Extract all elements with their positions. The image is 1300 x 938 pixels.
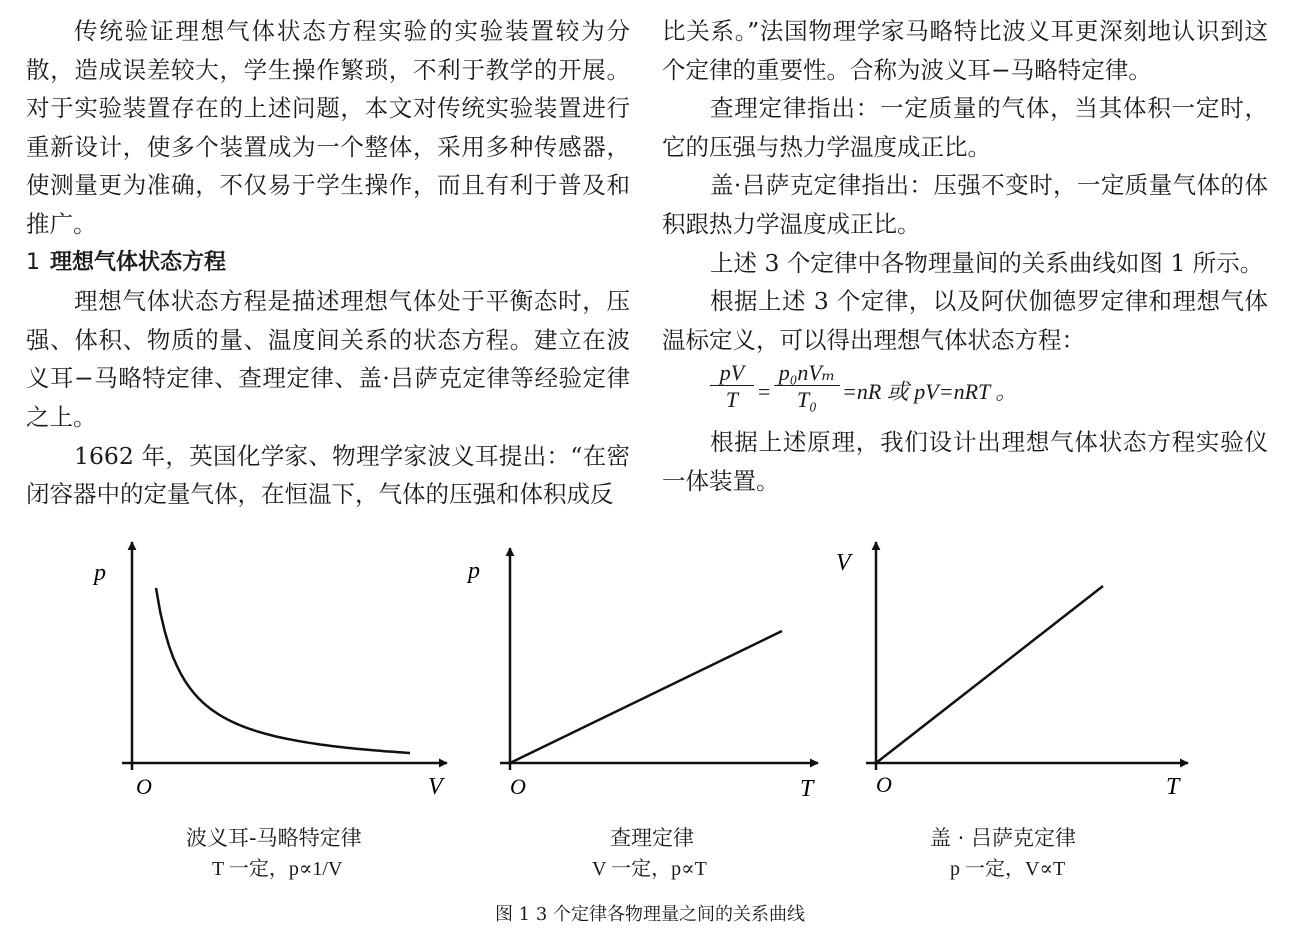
equation-rest: =nR 或 pV=nRT 。	[842, 379, 1018, 405]
equation-lhs-numerator: pV	[710, 361, 754, 386]
section-heading	[26, 244, 630, 283]
paragraph-gay-lussac: 盖·吕萨克定律指出：压强不变时，一定质量气体的体积跟热力学温度成正比。	[662, 171, 1268, 238]
chart-gay-lussac-title: 盖 · 吕萨克定律	[930, 826, 1077, 850]
paragraph-boyle-cont: 比关系。”法国物理学家马略特比波义耳更深刻地认识到这个定律的重要性。合称为波义耳−马略特定律。	[662, 17, 1268, 84]
left-column	[26, 12, 630, 514]
chart-charles-line	[510, 631, 782, 763]
chart-charles-title: 查理定律	[610, 826, 694, 850]
section-number: 1	[26, 249, 40, 275]
chart-charles-origin: O	[510, 774, 526, 799]
paragraph-figure-ref: 上述 3 个定律中各物理量间的关系曲线如图 1 所示。	[710, 248, 1264, 277]
chart-charles-y-label: p	[468, 558, 480, 584]
paragraph-derivation: 根据上述 3 个定律，以及阿伏伽德罗定律和理想气体温标定义，可以得出理想气体状态方程：	[662, 287, 1268, 354]
chart-gay-lussac-x-label: T	[1166, 774, 1180, 800]
figure-charts	[0, 530, 1300, 830]
right-column	[662, 12, 1268, 501]
equation-mid-denominator: T₀	[797, 387, 817, 413]
equation-mid-numerator: p₀nVₘ	[774, 361, 840, 386]
equation-fraction-lhs	[710, 361, 754, 412]
chart-gay-lussac-line	[876, 586, 1103, 763]
paragraph-design: 根据上述原理，我们设计出理想气体状态方程实验仪一体装置。	[662, 428, 1268, 495]
chart-charles	[466, 548, 818, 802]
state-equation	[710, 361, 1268, 419]
paragraph-definition: 理想气体状态方程是描述理想气体处于平衡态时，压强、体积、物质的量、温度间关系的状态方程。建立在波义耳−马略特定律、查理定律、盖·吕萨克定律等经验定律之上。	[26, 287, 630, 431]
chart-gay-lussac-origin: O	[876, 772, 892, 797]
paragraph-boyle: 1662 年，英国化学家、物理学家波义耳提出：“在密闭容器中的定量气体，在恒温下，气体的压强和体积成反	[26, 441, 630, 509]
chart-gay-lussac	[836, 542, 1188, 800]
equation-lhs-denominator: T	[725, 387, 739, 413]
chart-gay-lussac-y-label: V	[836, 550, 851, 576]
figure-1	[0, 530, 1300, 938]
chart-boyle-x-label: V	[428, 774, 443, 800]
chart-gay-lussac-relation: p 一定，V∝T	[950, 858, 1066, 880]
chart-boyle-relation: T 一定，p∝1/V	[212, 858, 343, 880]
chart-boyle	[92, 542, 447, 800]
paragraph-charles: 查理定律指出：一定质量的气体，当其体积一定时，它的压强与热力学温度成正比。	[662, 94, 1268, 161]
section-title: 理想气体状态方程	[50, 249, 227, 275]
chart-boyle-curve	[156, 588, 410, 753]
figure-caption: 图 1 3 个定律各物理量之间的关系曲线	[494, 904, 806, 925]
chart-boyle-origin: O	[136, 774, 152, 799]
chart-charles-x-label: T	[800, 776, 814, 802]
equation-fraction-mid	[774, 361, 840, 412]
equation-equals: =	[758, 379, 771, 405]
chart-boyle-title: 波义耳-马略特定律	[186, 826, 362, 850]
chart-charles-relation: V 一定，p∝T	[592, 858, 707, 880]
paragraph-intro: 传统验证理想气体状态方程实验的实验装置较为分散，造成误差较大，学生操作繁琐，不利于教学的开展。对于实验装置存在的上述问题，本文对传统实验装置进行重新设计，使多个装置成为一个整体，采用多种传感器，使测量更为准确，不仅易于学生操作，而且有利于普及和推广。	[26, 17, 630, 238]
chart-boyle-y-label: p	[94, 560, 106, 586]
